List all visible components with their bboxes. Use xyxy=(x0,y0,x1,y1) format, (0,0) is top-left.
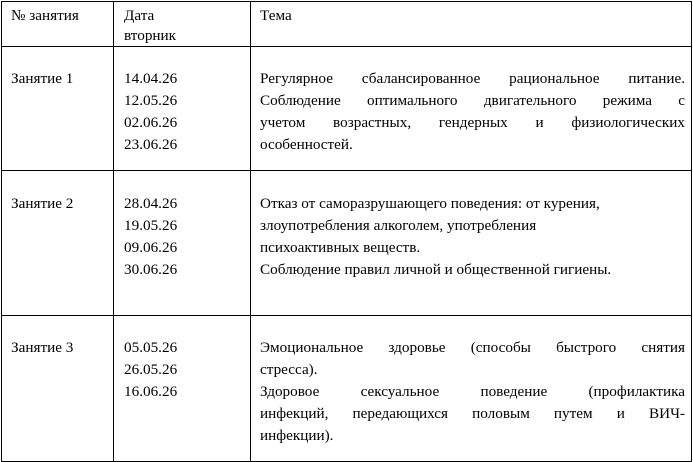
session-cell xyxy=(2,316,114,462)
header-number-label: № занятия xyxy=(11,7,79,24)
session-cell xyxy=(2,171,114,316)
session-label: Занятие 1 xyxy=(11,70,74,87)
topic-cell xyxy=(251,47,692,171)
date-item: 19.05.26 xyxy=(124,217,178,234)
table-row xyxy=(2,171,692,316)
header-cell-topic xyxy=(251,2,692,47)
topic-line: инфекций, передающихся половым путем и ВИЧ- xyxy=(260,405,685,422)
session-label: Занятие 2 xyxy=(11,195,74,212)
date-item: 02.06.26 xyxy=(124,114,178,131)
date-item: 26.05.26 xyxy=(124,361,178,378)
header-topic-label: Тема xyxy=(260,7,292,24)
topic-line: инфекции). xyxy=(260,427,334,444)
header-cell-number xyxy=(2,2,114,47)
header-cell-date xyxy=(114,2,251,47)
topic-line: психоактивных веществ. xyxy=(260,239,421,256)
date-item: 28.04.26 xyxy=(124,195,178,212)
header-weekday-label: вторник xyxy=(124,27,177,44)
topic-line: злоупотребления алкоголем, употребления xyxy=(260,217,537,234)
session-label: Занятие 3 xyxy=(11,339,74,356)
date-item: 14.04.26 xyxy=(124,70,178,87)
topic-line: Отказ от саморазрушающего поведения: от курения, xyxy=(260,195,600,212)
table-header-row xyxy=(2,2,692,47)
topic-line: Соблюдение правил личной и общественной гигиены. xyxy=(260,261,612,278)
topic-cell xyxy=(251,316,692,462)
topic-line: Эмоциональное здоровье (способы быстрого снятия xyxy=(260,339,685,356)
topic-line: стресса). xyxy=(260,361,318,378)
session-cell xyxy=(2,47,114,171)
dates-cell xyxy=(114,171,251,316)
topic-cell xyxy=(251,171,692,316)
topic-line: Соблюдение оптимального двигательного режима с xyxy=(260,92,685,109)
topic-line: учетом возрастных, гендерных и физиологических xyxy=(260,114,685,131)
dates-cell xyxy=(114,316,251,462)
table-row xyxy=(2,316,692,462)
date-item: 16.06.26 xyxy=(124,383,178,400)
topic-line: особенностей. xyxy=(260,136,353,153)
topic-line: Здоровое сексуальное поведение (профилактика xyxy=(260,383,685,400)
date-item: 12.05.26 xyxy=(124,92,178,109)
date-item: 23.06.26 xyxy=(124,136,178,153)
date-item: 05.05.26 xyxy=(124,339,178,356)
topic-line: Регулярное сбалансированное рациональное питание. xyxy=(260,70,685,87)
table-row xyxy=(2,47,692,171)
header-date-label: Дата xyxy=(124,7,155,24)
schedule-table xyxy=(1,1,692,462)
dates-cell xyxy=(114,47,251,171)
date-item: 30.06.26 xyxy=(124,261,178,278)
date-item: 09.06.26 xyxy=(124,239,178,256)
